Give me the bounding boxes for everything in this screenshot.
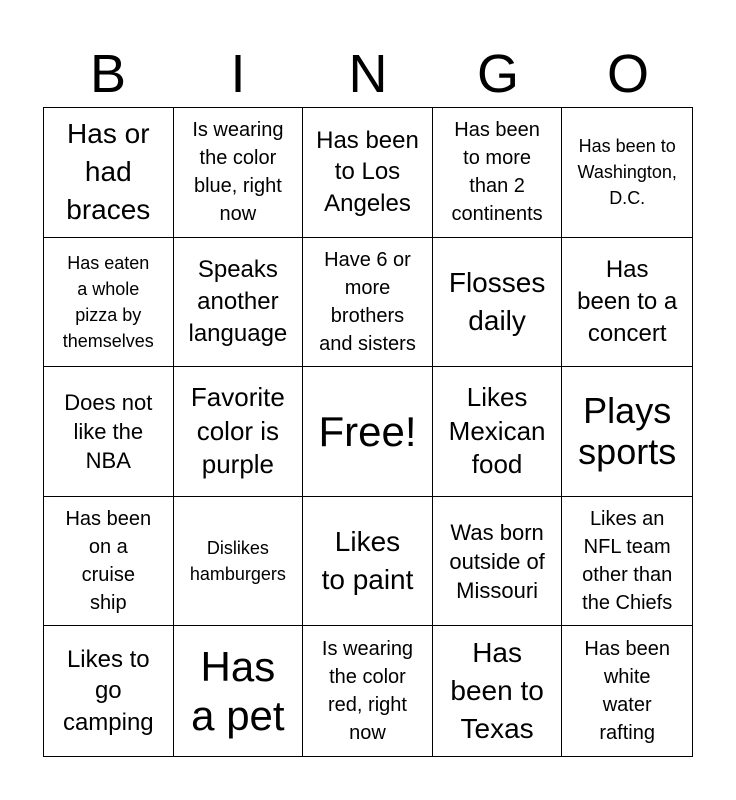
bingo-cell[interactable] <box>433 626 563 756</box>
cell-text: Was born outside of Missouri <box>449 519 545 603</box>
bingo-cell[interactable] <box>303 238 433 368</box>
bingo-cell[interactable] <box>562 108 692 238</box>
bingo-cell[interactable] <box>562 626 692 756</box>
cell-text: Has been on a cruise ship <box>65 508 152 615</box>
cell-text: Has been to Los Angeles <box>316 126 419 218</box>
bingo-cell[interactable] <box>44 626 174 756</box>
bingo-cell[interactable] <box>303 626 433 756</box>
cell-text: Likes to go camping <box>62 645 154 737</box>
cell-text: Flosses daily <box>448 266 546 336</box>
cell-text: Has been to Washington, D.C. <box>577 136 677 209</box>
free-space-text: Free! <box>318 407 417 455</box>
cell-text: Likes Mexican food <box>448 381 546 480</box>
bingo-cell[interactable] <box>174 626 304 756</box>
bingo-cell[interactable] <box>174 497 304 627</box>
header-letter-g: G <box>476 44 519 104</box>
cell-text: Is wearing the color blue, right now <box>192 119 284 226</box>
cell-text: Likes to paint <box>321 525 414 596</box>
cell-text: Speaks another language <box>188 256 288 347</box>
free-space[interactable] <box>303 367 433 497</box>
header-letter-o: O <box>606 44 649 104</box>
bingo-cell[interactable] <box>562 238 692 368</box>
cell-text: Does not like the NBA <box>64 389 153 473</box>
cell-text: Has or had braces <box>66 117 151 226</box>
bingo-cell[interactable] <box>433 497 563 627</box>
bingo-cell[interactable] <box>44 497 174 627</box>
header-letter-i: I <box>230 44 246 104</box>
bingo-board <box>43 107 693 757</box>
bingo-cell[interactable] <box>303 108 433 238</box>
bingo-cell[interactable] <box>433 108 563 238</box>
bingo-cell[interactable] <box>174 367 304 497</box>
bingo-cell[interactable] <box>44 238 174 368</box>
cell-text: Has eaten a whole pizza by themselves <box>62 252 154 351</box>
cell-text: Has been to Texas <box>450 636 544 745</box>
header-letter-b: B <box>89 44 127 104</box>
header-letter-n: N <box>348 44 388 104</box>
cell-text: Has been to a concert <box>577 256 678 347</box>
cell-text: Has been white water rafting <box>584 638 670 745</box>
cell-text: Has been to more than 2 continents <box>451 119 543 226</box>
cell-text: Has a pet <box>191 642 285 740</box>
bingo-cell[interactable] <box>562 367 692 497</box>
bingo-cell[interactable] <box>303 497 433 627</box>
bingo-cell[interactable] <box>44 367 174 497</box>
bingo-cell[interactable] <box>433 367 563 497</box>
cell-text: Dislikes hamburgers <box>189 538 286 585</box>
bingo-cell[interactable] <box>174 238 304 368</box>
bingo-cell[interactable] <box>44 108 174 238</box>
bingo-cell[interactable] <box>433 238 563 368</box>
cell-text: Favorite color is purple <box>190 381 285 480</box>
cell-text: Likes an NFL team other than the Chiefs <box>582 508 673 615</box>
bingo-cell[interactable] <box>562 497 692 627</box>
cell-text: Plays sports <box>578 390 677 473</box>
cell-text: Is wearing the color red, right now <box>321 638 414 745</box>
bingo-cell[interactable] <box>174 108 304 238</box>
bingo-header <box>43 40 693 108</box>
cell-text: Have 6 or more brothers and sisters <box>319 248 416 355</box>
